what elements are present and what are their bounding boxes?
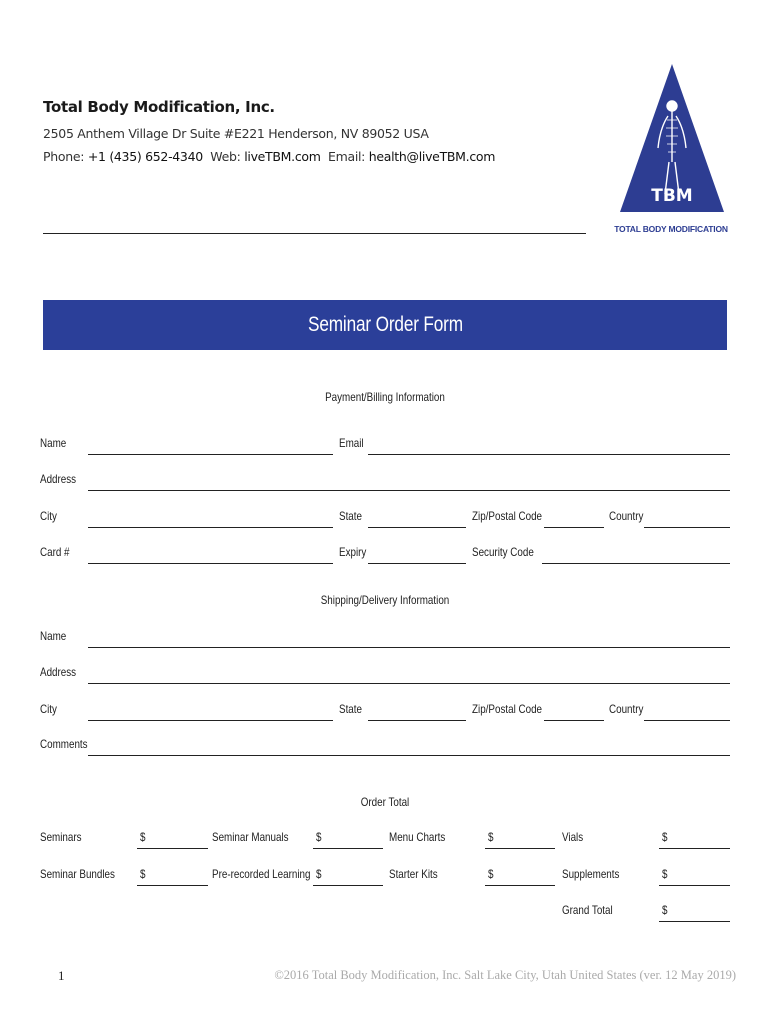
order-heading: Order Total	[360, 795, 410, 809]
billing-security-label: Security Code	[472, 545, 534, 559]
billing-card-field[interactable]	[88, 563, 333, 564]
seminars-currency: $	[140, 830, 146, 844]
billing-zip-field[interactable]	[544, 527, 604, 528]
supplements-field[interactable]	[659, 885, 730, 886]
web-value[interactable]: liveTBM.com	[244, 149, 321, 164]
billing-address-label: Address	[40, 472, 77, 486]
starter-kits-currency: $	[488, 867, 494, 881]
comments-field[interactable]	[88, 755, 730, 756]
email-label: Email:	[327, 149, 366, 164]
seminar-manuals-currency: $	[316, 830, 322, 844]
supplements-currency: $	[662, 867, 668, 881]
shipping-state-field[interactable]	[368, 720, 466, 721]
vials-field[interactable]	[659, 848, 730, 849]
billing-name-label: Name	[40, 436, 67, 450]
company-address: 2505 Anthem Village Dr Suite #E221 Henderson, NV 89052 USA	[43, 126, 429, 141]
phone-value: +1 (435) 652-4340	[87, 149, 203, 164]
supplements-label: Supplements	[562, 867, 620, 881]
vials-currency: $	[662, 830, 668, 844]
shipping-heading: Shipping/Delivery Information	[320, 593, 450, 607]
seminar-bundles-label: Seminar Bundles	[40, 867, 115, 881]
company-header	[43, 98, 603, 164]
menu-charts-currency: $	[488, 830, 494, 844]
billing-card-label: Card #	[40, 545, 70, 559]
grand-total-currency: $	[662, 903, 668, 917]
billing-city-field[interactable]	[88, 527, 333, 528]
shipping-country-field[interactable]	[644, 720, 730, 721]
seminar-manuals-label: Seminar Manuals	[212, 830, 289, 844]
billing-city-label: City	[40, 509, 57, 523]
billing-country-label: Country	[609, 509, 644, 523]
phone-label: Phone:	[43, 149, 85, 164]
shipping-name-field[interactable]	[88, 647, 730, 648]
footer-copyright: ©2016 Total Body Modification, Inc. Salt Lake City, Utah United States (ver. 12 May 2019)	[274, 968, 736, 982]
form-title: Seminar Order Form	[307, 313, 463, 336]
header-divider	[43, 233, 586, 234]
prerecorded-field[interactable]	[313, 885, 383, 886]
shipping-city-label: City	[40, 702, 57, 716]
shipping-country-label: Country	[609, 702, 644, 716]
billing-email-field[interactable]	[368, 454, 730, 455]
grand-total-field[interactable]	[659, 921, 730, 922]
shipping-address-label: Address	[40, 665, 77, 679]
seminar-manuals-field[interactable]	[313, 848, 383, 849]
tbm-logo	[616, 62, 728, 240]
menu-charts-field[interactable]	[485, 848, 555, 849]
seminar-bundles-currency: $	[140, 867, 146, 881]
grand-total-label: Grand Total	[562, 903, 613, 917]
title-banner	[43, 300, 727, 350]
shipping-state-label: State	[339, 702, 362, 716]
billing-expiry-field[interactable]	[368, 563, 466, 564]
shipping-zip-label: Zip/Postal Code	[472, 702, 543, 716]
billing-zip-label: Zip/Postal Code	[472, 509, 543, 523]
seminar-bundles-field[interactable]	[137, 885, 208, 886]
billing-security-field[interactable]	[542, 563, 730, 564]
billing-email-label: Email	[339, 436, 364, 450]
seminars-field[interactable]	[137, 848, 208, 849]
company-contact	[43, 149, 603, 164]
billing-country-field[interactable]	[644, 527, 730, 528]
logo-letters: TBM	[651, 186, 693, 206]
starter-kits-field[interactable]	[485, 885, 555, 886]
billing-address-field[interactable]	[88, 490, 730, 491]
billing-expiry-label: Expiry	[339, 545, 367, 559]
billing-state-label: State	[339, 509, 362, 523]
logo-caption: TOTAL BODY MODIFICATION	[614, 224, 728, 234]
billing-name-field[interactable]	[88, 454, 333, 455]
prerecorded-label: Pre-recorded Learning	[212, 867, 311, 881]
menu-charts-label: Menu Charts	[389, 830, 446, 844]
vials-label: Vials	[562, 830, 584, 844]
prerecorded-currency: $	[316, 867, 322, 881]
company-name: Total Body Modification, Inc.	[43, 98, 275, 116]
email-value[interactable]: health@liveTBM.com	[368, 149, 496, 164]
web-label: Web:	[210, 149, 241, 164]
page-number: 1	[58, 968, 65, 983]
seminars-label: Seminars	[40, 830, 82, 844]
shipping-zip-field[interactable]	[544, 720, 604, 721]
billing-state-field[interactable]	[368, 527, 466, 528]
shipping-address-field[interactable]	[88, 683, 730, 684]
starter-kits-label: Starter Kits	[389, 867, 438, 881]
shipping-city-field[interactable]	[88, 720, 333, 721]
shipping-name-label: Name	[40, 629, 67, 643]
comments-label: Comments	[40, 737, 88, 751]
billing-heading: Payment/Billing Information	[325, 390, 445, 404]
